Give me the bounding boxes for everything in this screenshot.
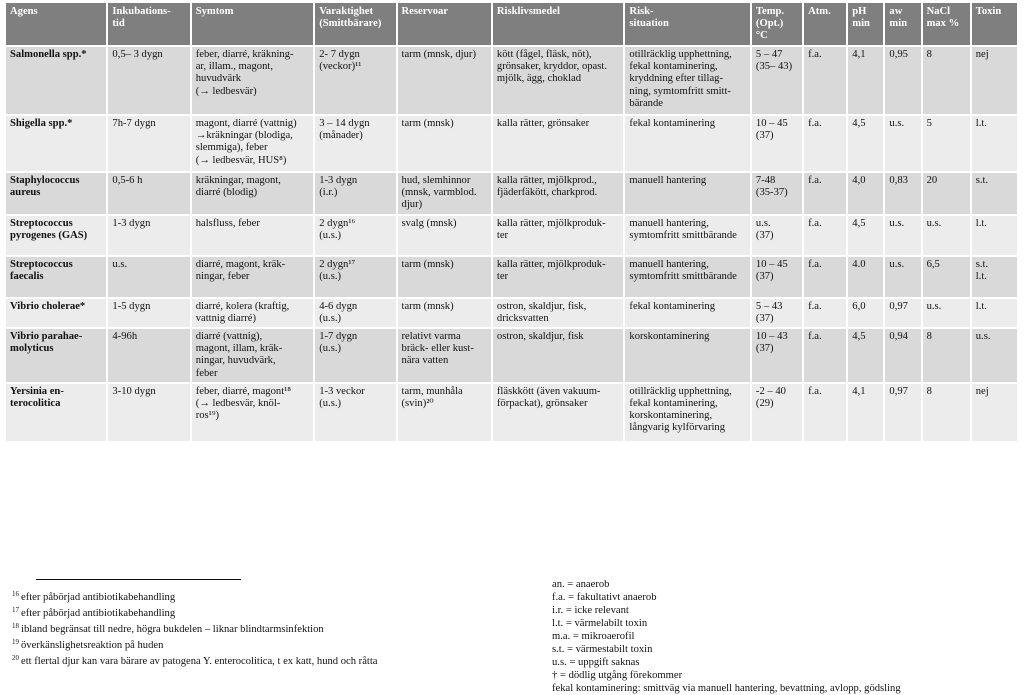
table-row	[6, 384, 1017, 441]
column-header: Inkubations- tid	[108, 3, 189, 45]
table-cell: 5 – 47 (35– 43)	[752, 47, 802, 114]
table-cell: fekal kontaminering	[625, 116, 750, 171]
table-cell: l.t.	[972, 116, 1017, 171]
table-cell: f.a.	[804, 329, 846, 382]
footnote	[12, 588, 378, 604]
table-cell: kalla rätter, mjölkproduk- ter	[493, 216, 624, 255]
column-header: Toxin	[972, 3, 1017, 45]
table-cell: -2 – 40 (29)	[752, 384, 802, 441]
legend-entry: fekal kontaminering: smittväg via manuell hantering, bevattning, avlopp, gödsling	[552, 683, 901, 694]
footnote	[12, 604, 378, 620]
table-cell: otillräcklig upphettning, fekal kontaminering, korskontaminering, långvarig kylförvaring	[625, 384, 750, 441]
column-header: pH min	[848, 3, 883, 45]
table-cell: 3 – 14 dygn (månader)	[315, 116, 395, 171]
table-cell: 3-10 dygn	[108, 384, 189, 441]
table-cell: tarm, munhåla (svin)²⁰	[398, 384, 491, 441]
legend-entry: u.s. = uppgift saknas	[552, 657, 640, 668]
table-cell: l.t.	[972, 299, 1017, 327]
table-cell: f.a.	[804, 299, 846, 327]
legend-entry: m.a. = mikroaerofil	[552, 631, 635, 642]
table-cell: svalg (mnsk)	[398, 216, 491, 255]
table-cell: 4,5	[848, 216, 883, 255]
table-cell: diarré (vattnig), magont, illam, kräk- ningar, huvudvärk, feber	[192, 329, 313, 382]
table-cell: ostron, skaldjur, fisk	[493, 329, 624, 382]
column-header: Symtom	[192, 3, 313, 45]
table-cell: 1-3 dygn (i.r.)	[315, 173, 395, 214]
legend-entry: i.r. = icke relevant	[552, 605, 629, 616]
table-cell: u.s.	[972, 329, 1017, 382]
table-cell: u.s.	[923, 216, 970, 255]
legend-entry: an. = anaerob	[552, 579, 610, 590]
table-cell: manuell hantering, symtomfritt smittbärande	[625, 216, 750, 255]
table-cell: l.t.	[972, 216, 1017, 255]
agent-name-cell: Vibrio parahae- molyticus	[6, 329, 106, 382]
table-cell: 4,5	[848, 116, 883, 171]
table-cell: 0,94	[885, 329, 920, 382]
table-cell: 8	[923, 329, 970, 382]
agent-name-cell: Yersinia en- terocolitica	[6, 384, 106, 441]
table-cell: halsfluss, feber	[192, 216, 313, 255]
pathogen-table	[4, 1, 1019, 443]
footnote-text: ibland begränsat till nedre, högra bukdelen – liknar blindtarmsinfektion	[21, 624, 324, 635]
table-cell: feber, diarré, magont¹⁸ (→ ledbesvär, knöl- ros¹⁹)	[192, 384, 313, 441]
table-cell: hud, slemhinnor (mnsk, varmblod. djur)	[398, 173, 491, 214]
table-cell: u.s. (37)	[752, 216, 802, 255]
table-cell: u.s.	[885, 257, 920, 297]
table-cell: 6,5	[923, 257, 970, 297]
footnote	[12, 620, 378, 636]
table-row	[6, 173, 1017, 214]
footnote-number: 18	[12, 622, 19, 630]
table-cell: 0,83	[885, 173, 920, 214]
table-cell: f.a.	[804, 257, 846, 297]
table-cell: nej	[972, 47, 1017, 114]
table-cell: feber, diarré, kräkning- ar, illam., magont, huvudvärk (→ ledbesvär)	[192, 47, 313, 114]
table-cell: s.t. l.t.	[972, 257, 1017, 297]
table-cell: u.s.	[108, 257, 189, 297]
table-cell: s.t.	[972, 173, 1017, 214]
column-header: Risklivsmedel	[493, 3, 624, 45]
table-cell: f.a.	[804, 384, 846, 441]
table-cell: ostron, skaldjur, fisk, dricksvatten	[493, 299, 624, 327]
table-cell: u.s.	[923, 299, 970, 327]
table-row	[6, 116, 1017, 171]
legend-entry: s.t. = värmestabilt toxin	[552, 644, 653, 655]
table-cell: kalla rätter, mjölkprod., fjäderfäkött, charkprod.	[493, 173, 624, 214]
table-cell: 0,5-6 h	[108, 173, 189, 214]
table-cell: tarm (mnsk)	[398, 257, 491, 297]
table-cell: kalla rätter, mjölkproduk- ter	[493, 257, 624, 297]
table-cell: 6,0	[848, 299, 883, 327]
table-cell: tarm (mnsk)	[398, 116, 491, 171]
table-cell: korskontaminering	[625, 329, 750, 382]
table-cell: 7-48 (35-37)	[752, 173, 802, 214]
table-cell: 2 dygn¹⁶ (u.s.)	[315, 216, 395, 255]
table-cell: 20	[923, 173, 970, 214]
table-cell: 5	[923, 116, 970, 171]
legend-entry: f.a. = fakultativt anaerob	[552, 592, 657, 603]
table-cell: f.a.	[804, 116, 846, 171]
table-cell: 4-6 dygn (u.s.)	[315, 299, 395, 327]
table-cell: 4-96h	[108, 329, 189, 382]
table-cell: u.s.	[885, 116, 920, 171]
table-cell: 8	[923, 47, 970, 114]
table-cell: 10 – 43 (37)	[752, 329, 802, 382]
column-header: aw min	[885, 3, 920, 45]
table-cell: manuell hantering, symtomfritt smittbärande	[625, 257, 750, 297]
table-cell: 2- 7 dygn (veckor)¹¹	[315, 47, 395, 114]
column-header: Agens	[6, 3, 106, 45]
column-header: Varaktighet (Smittbärare)	[315, 3, 395, 45]
column-header: Temp. (Opt.) °C	[752, 3, 802, 45]
footnote	[12, 636, 378, 652]
agent-name-cell: Salmonella spp.*	[6, 47, 106, 114]
table-cell: 4,5	[848, 329, 883, 382]
table-cell: fläskkött (även vakuum- förpackat), grönsaker	[493, 384, 624, 441]
table-cell: 1-3 veckor (u.s.)	[315, 384, 395, 441]
table-cell: 4,1	[848, 384, 883, 441]
table-cell: relativt varma bräck- eller kust- nära vatten	[398, 329, 491, 382]
footnote-number: 20	[12, 654, 19, 662]
footnote-number: 17	[12, 606, 19, 614]
table-cell: 8	[923, 384, 970, 441]
footnote	[12, 652, 378, 668]
table-cell: 10 – 45 (37)	[752, 116, 802, 171]
table-row	[6, 47, 1017, 114]
footnote-number: 19	[12, 638, 19, 646]
table-cell: kräkningar, magont, diarré (blodig)	[192, 173, 313, 214]
table-row	[6, 216, 1017, 255]
table-row	[6, 257, 1017, 297]
table-cell: 4.0	[848, 257, 883, 297]
table-cell: nej	[972, 384, 1017, 441]
column-header: Risk- situation	[625, 3, 750, 45]
table-cell: 0,95	[885, 47, 920, 114]
table-cell: tarm (mnsk, djur)	[398, 47, 491, 114]
table-cell: magont, diarré (vattnig) →kräkningar (blodiga, slemmiga), feber (→ ledbesvär, HUS⁸)	[192, 116, 313, 171]
table-cell: kött (fågel, fläsk, nöt), grönsaker, kryddor, opast. mjölk, ägg, choklad	[493, 47, 624, 114]
table-cell: 0,97	[885, 299, 920, 327]
table-cell: 2 dygn¹⁷ (u.s.)	[315, 257, 395, 297]
agent-name-cell: Streptococcus pyrogenes (GAS)	[6, 216, 106, 255]
footnote-text: ett flertal djur kan vara bärare av patogena Y. enterocolitica, t ex katt, hund och råtta	[21, 656, 378, 667]
abbreviation-legend	[552, 578, 901, 695]
table-cell: otillräcklig upphettning, fekal kontaminering, kryddning efter tillag- ning, symtomfritt smitt- bärande	[625, 47, 750, 114]
table-cell: 0,97	[885, 384, 920, 441]
table-cell: f.a.	[804, 216, 846, 255]
table-cell: 7h-7 dygn	[108, 116, 189, 171]
agent-name-cell: Staphylococcus aureus	[6, 173, 106, 214]
footnote-text: efter påbörjad antibiotikabehandling	[21, 592, 176, 603]
agent-name-cell: Vibrio cholerae*	[6, 299, 106, 327]
table-cell: 4,1	[848, 47, 883, 114]
table-row	[6, 299, 1017, 327]
legend-entry: † = dödlig utgång förekommer	[552, 670, 683, 681]
table-cell: u.s.	[885, 216, 920, 255]
footnote-separator	[36, 579, 241, 580]
table-cell: manuell hantering	[625, 173, 750, 214]
table-cell: fekal kontaminering	[625, 299, 750, 327]
footnote-number: 16	[12, 590, 19, 598]
column-header: Atm.	[804, 3, 846, 45]
agent-name-cell: Streptococcus faecalis	[6, 257, 106, 297]
table-cell: kalla rätter, grönsaker	[493, 116, 624, 171]
table-cell: tarm (mnsk)	[398, 299, 491, 327]
legend-entry: l.t. = värmelabilt toxin	[552, 618, 648, 629]
table-body	[6, 47, 1017, 441]
agent-name-cell: Shigella spp.*	[6, 116, 106, 171]
table-cell: 5 – 43 (37)	[752, 299, 802, 327]
table-cell: diarré, kolera (kraftig, vattnig diarré)	[192, 299, 313, 327]
table-cell: 10 – 45 (37)	[752, 257, 802, 297]
table-cell: 1-5 dygn	[108, 299, 189, 327]
table-cell: f.a.	[804, 47, 846, 114]
table-cell: 0,5– 3 dygn	[108, 47, 189, 114]
table-row	[6, 329, 1017, 382]
table-header-row	[6, 3, 1017, 45]
table-cell: 4,0	[848, 173, 883, 214]
table-cell: diarré, magont, kräk- ningar, feber	[192, 257, 313, 297]
table-cell: f.a.	[804, 173, 846, 214]
footnote-text: överkänslighetsreaktion på huden	[21, 640, 164, 651]
table-cell: 1-3 dygn	[108, 216, 189, 255]
footnotes	[12, 588, 378, 668]
footnote-text: efter påbörjad antibiotikabehandling	[21, 608, 176, 619]
column-header: Reservoar	[398, 3, 491, 45]
column-header: NaCl max %	[923, 3, 970, 45]
table-cell: 1-7 dygn (u.s.)	[315, 329, 395, 382]
